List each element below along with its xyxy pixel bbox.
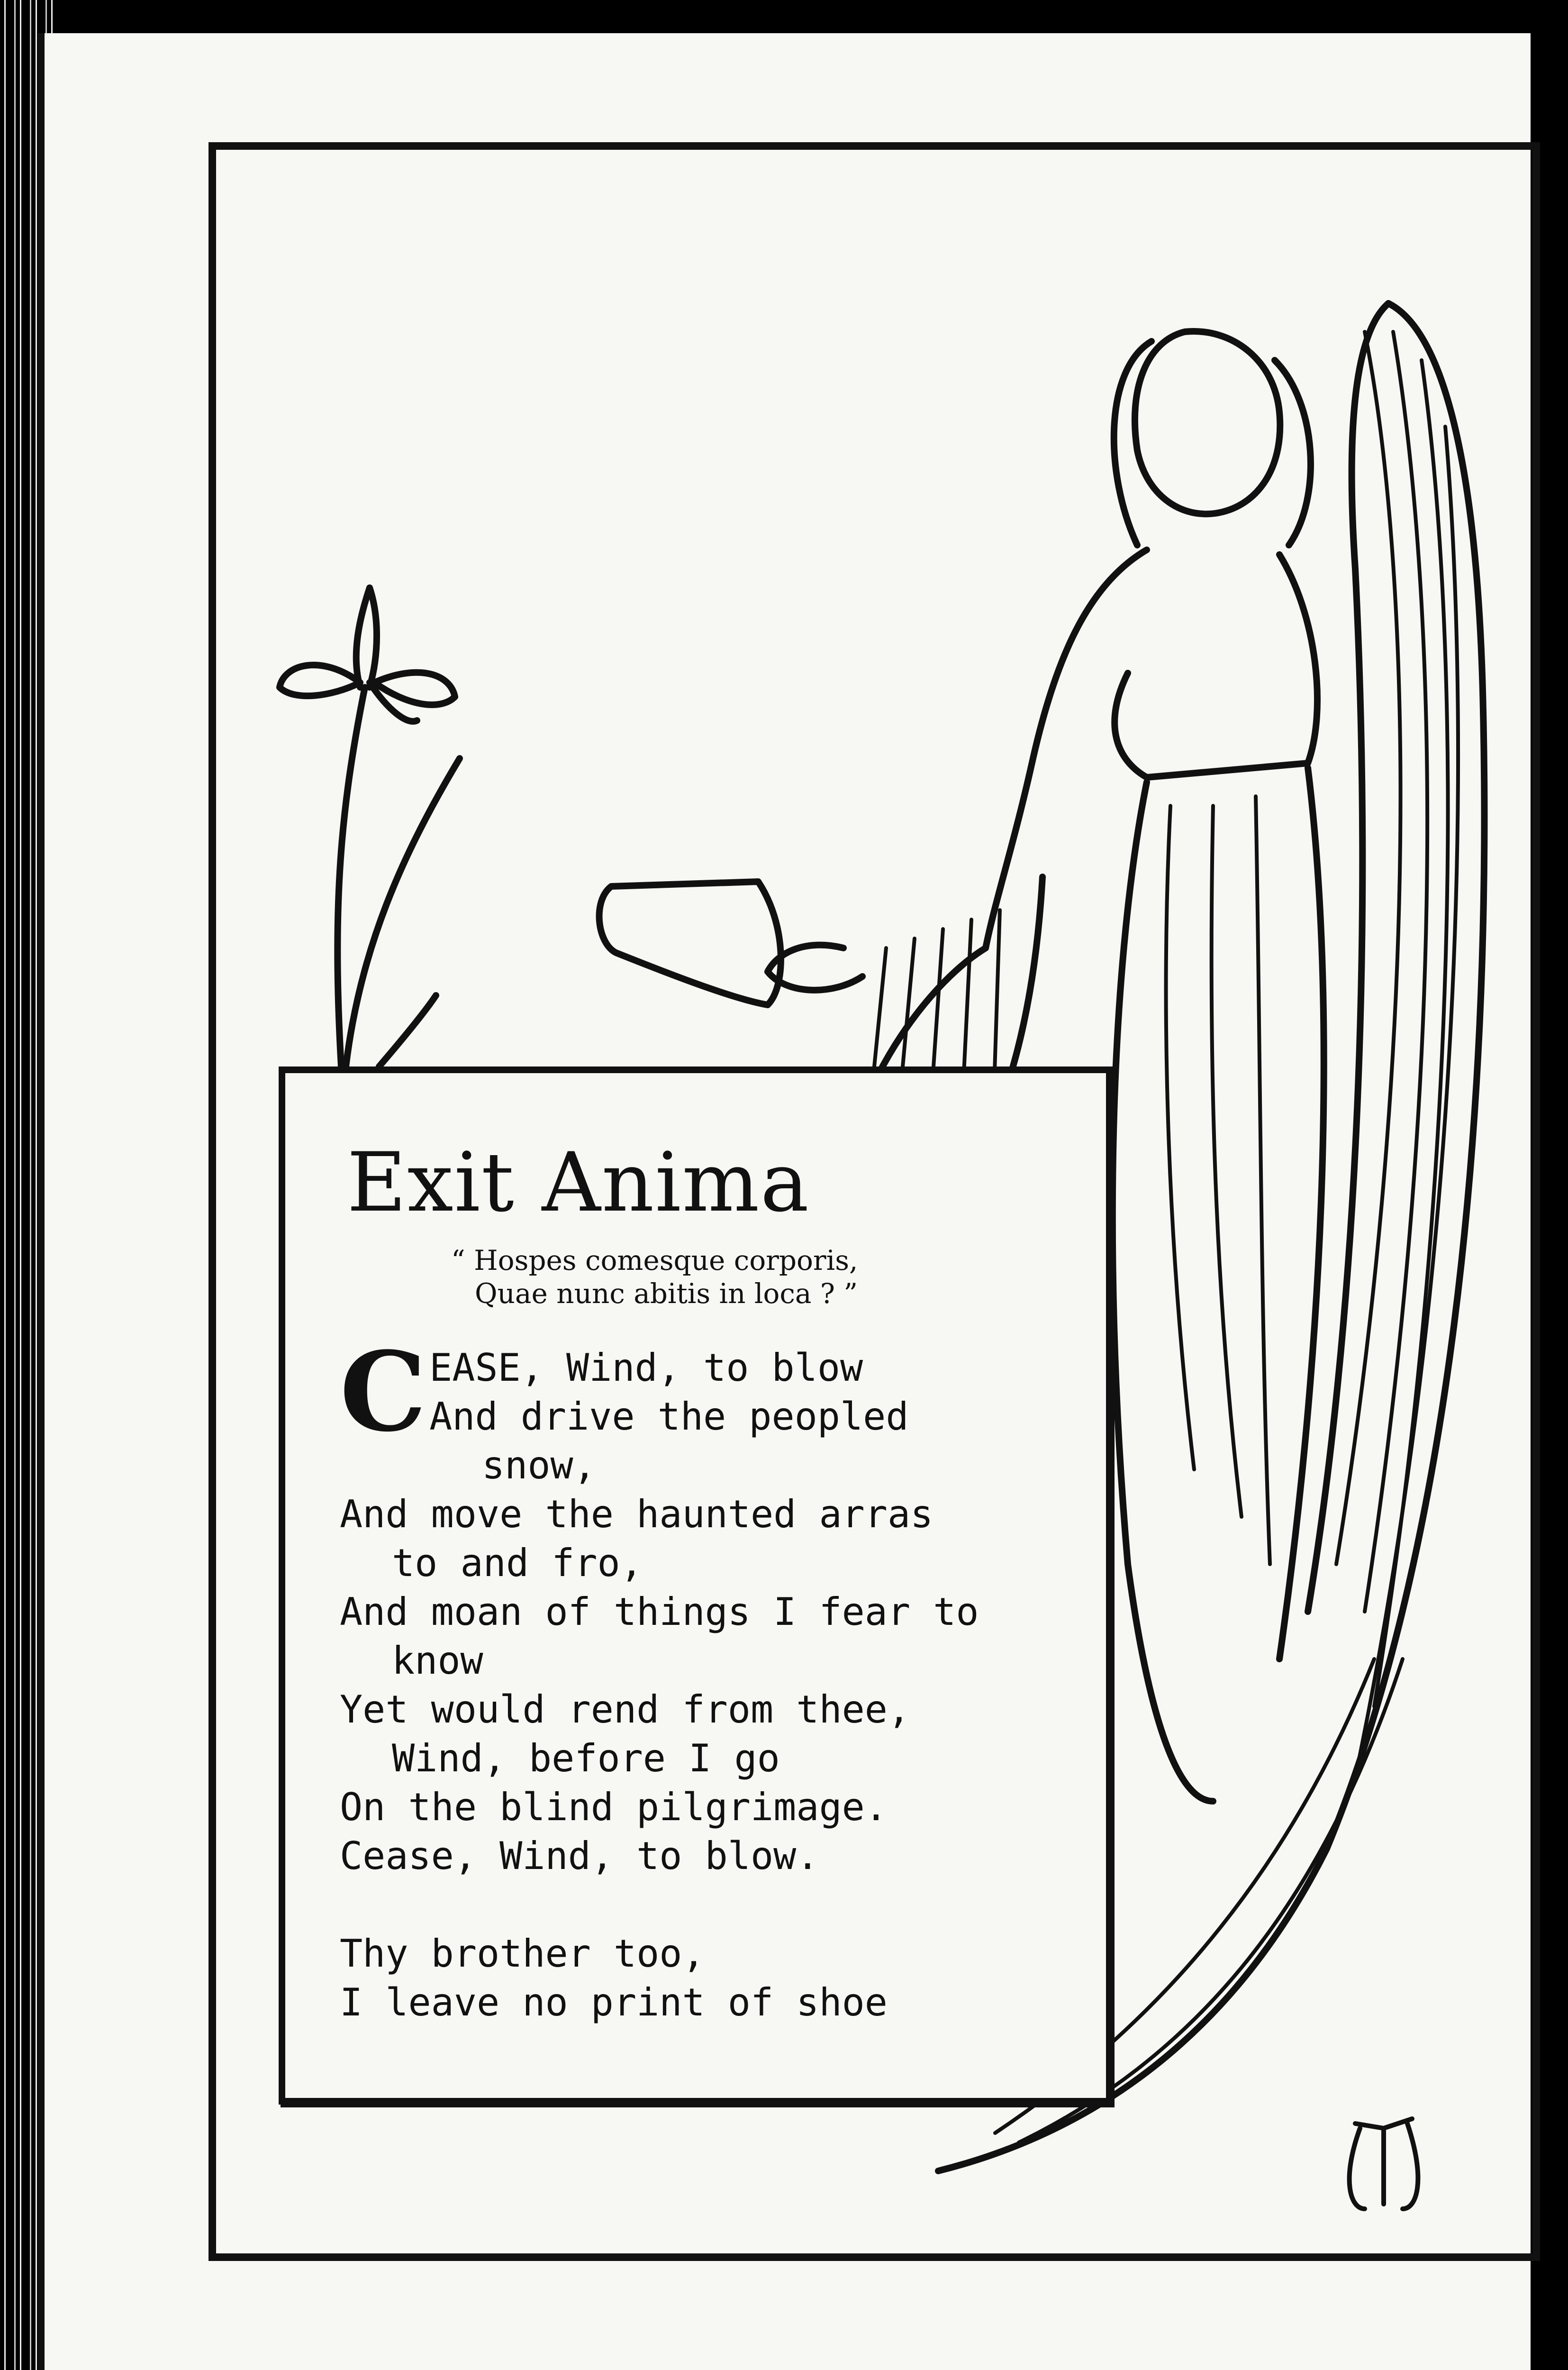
poem-line: And move the haunted arras xyxy=(340,1492,934,1536)
poem-line: Yet would rend from thee, xyxy=(340,1687,911,1732)
poem-line: And moan of things I fear to xyxy=(340,1590,979,1634)
poem-line: snow, xyxy=(482,1443,596,1487)
epigraph-line: Quae nunc abitis in loca ? ” xyxy=(475,1277,858,1310)
poem-title: Exit Anima xyxy=(347,1135,810,1230)
poem-line: know xyxy=(392,1639,483,1683)
poem-line: Cease, Wind, to blow. xyxy=(340,1834,819,1878)
poem-panel xyxy=(279,1066,1113,2105)
drop-cap: C xyxy=(340,1328,427,1456)
iris-flower-icon xyxy=(280,588,460,1066)
epigraph-line: “ Hospes comesque corporis, xyxy=(451,1244,858,1276)
poem-line: Thy brother too, xyxy=(340,1932,705,1976)
poem-line: I leave no print of shoe xyxy=(340,1980,888,2024)
poem-line: to and fro, xyxy=(392,1541,643,1585)
stanza-break xyxy=(340,1880,1051,1929)
poem-line: On the blind pilgrimage. xyxy=(340,1785,888,1829)
poem-line: EASE, Wind, to blow xyxy=(429,1346,863,1390)
artist-monogram-icon xyxy=(1350,2119,1418,2209)
epigraph xyxy=(451,1244,972,1310)
poem-line: And drive the peopled xyxy=(429,1395,909,1439)
poem-body xyxy=(340,1328,1051,2027)
poem-line: Wind, before I go xyxy=(392,1736,780,1780)
